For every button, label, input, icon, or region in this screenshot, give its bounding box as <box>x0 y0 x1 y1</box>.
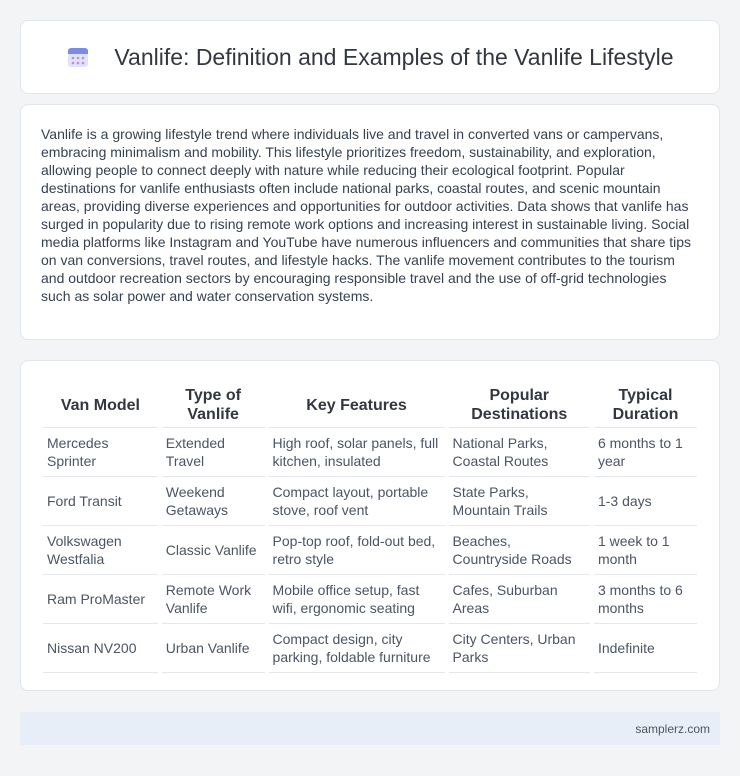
table-row <box>43 477 697 526</box>
table-cell: Beaches, Countryside Roads <box>449 526 590 575</box>
table-cell: Cafes, Suburban Areas <box>449 575 590 624</box>
table-cell: Extended Travel <box>162 428 265 477</box>
column-header: Key Features <box>269 383 445 428</box>
table-cell: State Parks, Mountain Trails <box>449 477 590 526</box>
table-cell: Compact layout, portable stove, roof vent <box>269 477 445 526</box>
table-cell: High roof, solar panels, full kitchen, insulated <box>269 428 445 477</box>
table-row <box>43 526 697 575</box>
column-header: Type of Vanlife <box>162 383 265 428</box>
table-cell: Weekend Getaways <box>162 477 265 526</box>
column-header: Popular Destinations <box>449 383 590 428</box>
table-header-row <box>43 383 697 428</box>
table-cell: Indefinite <box>594 624 697 673</box>
table-cell: Mobile office setup, fast wifi, ergonomic seating <box>269 575 445 624</box>
table-row <box>43 624 697 673</box>
vanlife-table <box>39 383 701 673</box>
table-cell: Compact design, city parking, foldable furniture <box>269 624 445 673</box>
table-cell: City Centers, Urban Parks <box>449 624 590 673</box>
table-cell: 1-3 days <box>594 477 697 526</box>
table-row <box>43 575 697 624</box>
table-cell: Ford Transit <box>43 477 158 526</box>
table-cell: Mercedes Sprinter <box>43 428 158 477</box>
footer-brand-link[interactable]: samplerz.com <box>635 721 710 736</box>
table-cell: 1 week to 1 month <box>594 526 697 575</box>
column-header: Typical Duration <box>594 383 697 428</box>
page-footer <box>20 712 720 745</box>
table-cell: Pop-top roof, fold-out bed, retro style <box>269 526 445 575</box>
table-cell: Urban Vanlife <box>162 624 265 673</box>
column-header: Van Model <box>43 383 158 428</box>
table-cell: 6 months to 1 year <box>594 428 697 477</box>
table-row <box>43 428 697 477</box>
table-cell: Nissan NV200 <box>43 624 158 673</box>
page-header <box>20 20 720 94</box>
table-cell: Remote Work Vanlife <box>162 575 265 624</box>
table-cell: National Parks, Coastal Routes <box>449 428 590 477</box>
page-title: Vanlife: Definition and Examples of the Vanlife Lifestyle <box>114 43 674 70</box>
intro-paragraph: Vanlife is a growing lifestyle trend where individuals live and travel in converted vans or campervans, embracing minimalism and mobility. This lifestyle prioritizes freedom, sustainability, and exploration, allowing people to connect deeply with nature while reducing their ecological footprint. Popular destinations for vanlife enthusiasts often include national parks, coastal routes, and scenic mountain areas, providing diverse experiences and opportunities for outdoor activities. Data shows that vanlife has surged in popularity due to rising remote work options and increasing interest in sustainable living. Social media platforms like Instagram and YouTube have numerous influencers and communities that share tips on van conversions, travel routes, and lifestyle hacks. The vanlife movement contributes to the tourism and outdoor recreation sectors by encouraging responsible travel and the use of off-grid technologies such as solar power and water conservation systems. <box>41 126 692 304</box>
table-cell: 3 months to 6 months <box>594 575 697 624</box>
intro-card <box>20 104 720 340</box>
table-cell: Volkswagen Westfalia <box>43 526 158 575</box>
table-cell: Ram ProMaster <box>43 575 158 624</box>
table-card <box>20 360 720 691</box>
calendar-icon <box>66 45 90 69</box>
table-cell: Classic Vanlife <box>162 526 265 575</box>
